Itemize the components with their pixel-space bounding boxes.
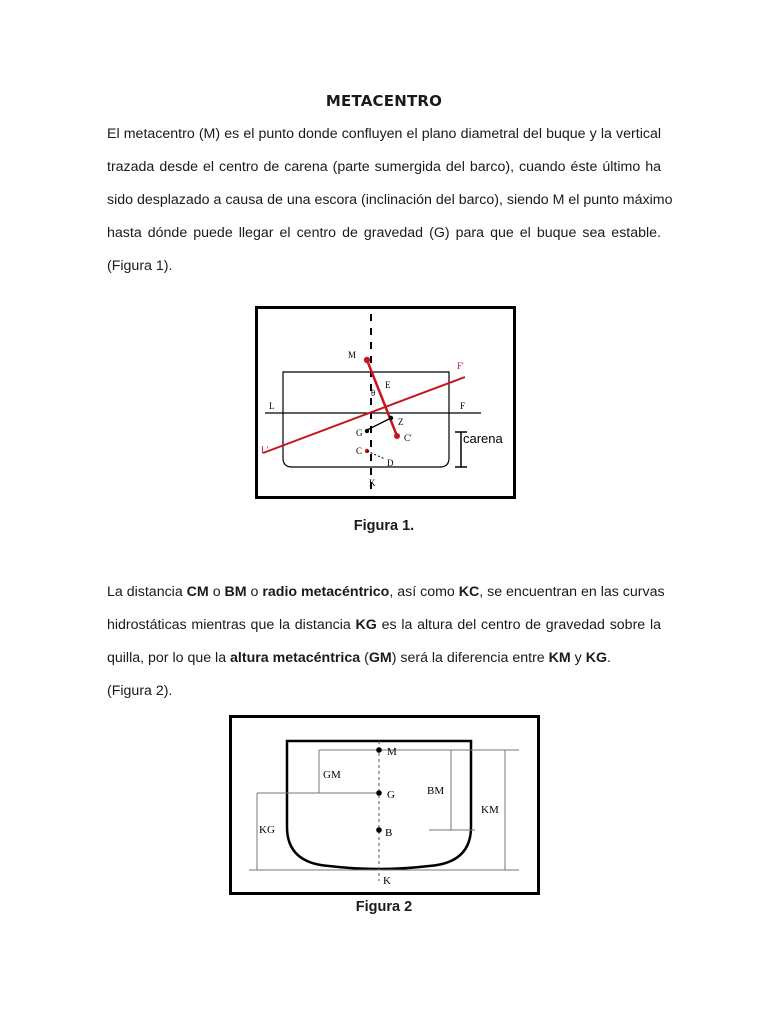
paragraph-line: sido desplazado a causa de una escora (inclinación del barco), siendo M el punto máximo <box>107 192 673 208</box>
paragraph-line: (Figura 1). <box>107 258 173 274</box>
label-bm: BM <box>427 785 445 797</box>
label-kg: KG <box>259 824 275 836</box>
label-m: M <box>348 350 357 360</box>
label-e: E <box>385 380 391 390</box>
label-f: F <box>460 401 466 411</box>
label-l-prime: L' <box>261 445 269 455</box>
paragraph-line: (Figura 2). <box>107 683 173 699</box>
figure-2 <box>229 715 540 895</box>
label-c-prime: C' <box>404 433 412 443</box>
label-k: K <box>383 875 391 887</box>
label-k: K <box>369 478 376 488</box>
label-km: KM <box>481 804 499 816</box>
paragraph-distances <box>107 576 665 708</box>
label-c: C <box>356 446 363 456</box>
paragraph-line: El metacentro (M) es el punto donde confluyen el plano diametral del buque y la vertical <box>107 126 661 142</box>
label-b: B <box>385 827 393 839</box>
label-d: D <box>387 458 394 468</box>
label-g: G <box>356 428 363 438</box>
figure-1-caption: Figura 1. <box>353 518 415 534</box>
figure-2-caption: Figura 2 <box>355 899 413 915</box>
figure-1 <box>255 306 516 499</box>
metacenter-diagram <box>255 306 516 499</box>
label-carena: carena <box>463 431 503 446</box>
paragraph-line: quilla, por lo que la altura metacéntrica (GM) será la diferencia entre KM y KG. <box>107 650 611 666</box>
label-l: L <box>269 401 275 411</box>
label-g: G <box>387 789 395 801</box>
hull-diagram <box>229 715 540 895</box>
page-title: METACENTRO <box>325 92 443 110</box>
paragraph-line: hasta dónde puede llegar el centro de gravedad (G) para que el buque sea estable. <box>107 225 661 241</box>
label-f-prime: F' <box>457 361 464 371</box>
paragraph-line: trazada desde el centro de carena (parte sumergida del barco), cuando éste último ha <box>107 159 661 175</box>
paragraph-line: hidrostáticas mientras que la distancia KG es la altura del centro de gravedad sobre la <box>107 617 661 633</box>
label-m: M <box>387 746 397 758</box>
label-theta: θ <box>371 388 376 398</box>
label-z: Z <box>398 417 404 427</box>
paragraph-intro <box>107 118 673 283</box>
label-gm: GM <box>323 769 341 781</box>
paragraph-line: La distancia CM o BM o radio metacéntrico, así como KC, se encuentran en las curvas <box>107 584 665 600</box>
